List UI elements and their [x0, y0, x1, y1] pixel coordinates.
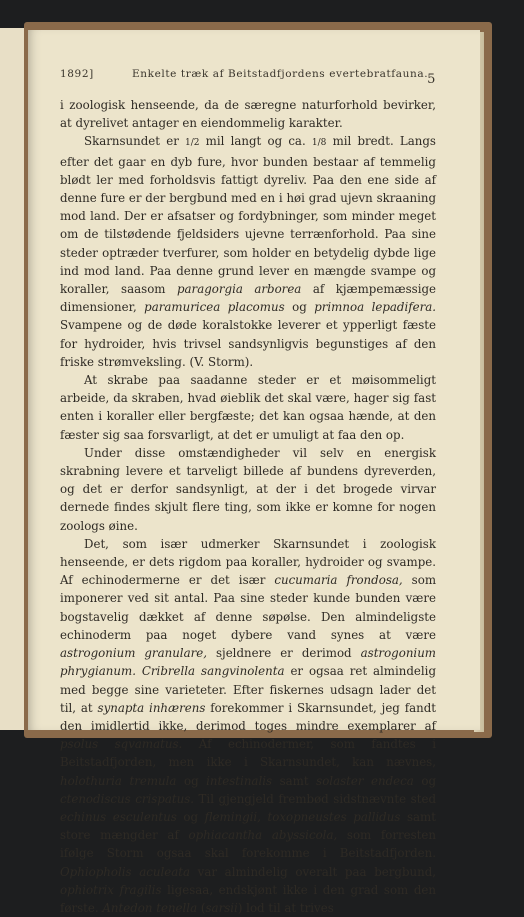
species-name: paramuricea placomus: [144, 300, 285, 315]
species-name: solaster endeca: [316, 773, 414, 788]
text-run: Skarnsundet er: [84, 134, 186, 149]
species-name: psolus sqvamatus.: [60, 737, 183, 752]
text-run: samt store mængder af: [60, 809, 436, 843]
fraction: 1/8: [311, 138, 327, 149]
paragraph: [60, 535, 436, 917]
text-run: og: [284, 300, 315, 315]
book-page: [28, 30, 480, 915]
species-name: Ophiopholis aculeata: [60, 864, 191, 879]
species-name: primnoa lepadifera.: [314, 300, 437, 315]
text-run: af kjæmpemæssige dimensioner,: [60, 282, 437, 315]
header-year: 1892]: [60, 68, 94, 80]
text-run: var almindelig overalt paa bergbund,: [190, 864, 436, 879]
text-run: mil langt og ca.: [199, 134, 312, 149]
species-name: flemingii, toxopneustes pallidus: [204, 809, 401, 824]
paragraph: [60, 132, 436, 371]
species-name: holothuria tremula: [60, 773, 177, 788]
text-run: ) lod til at trives: [237, 900, 334, 915]
species-name: Antedon tenella: [102, 900, 198, 915]
text-run: mil bredt. Langs efter det gaar en dyb fure, hvor bunden bestaar af temmelig blødt ler med forholdsvis fattigt dyreliv. Paa den ene side af denne fure er der bergbund med en i høi grad ujevn skraaning mod land. Der er afsatser og fordybninger, som minder meget om de tilstødende fjeldsiders ujevne terrænforhold. Paa sine steder optræder tverfurer, som holder en betydelig dybde lige ind mod land. Paa denne grund lever en mængde svampe og koraller, saasom: [60, 134, 436, 297]
species-name: ophiacantha abyssicola,: [188, 828, 338, 843]
text-run: Til gjengjeld frembød sidstnævnte sted: [194, 791, 436, 806]
species-name: synapta inhærens: [97, 700, 206, 715]
species-name: ctenodiscus crispatus.: [60, 791, 195, 806]
page-number: 5: [427, 72, 436, 87]
text-run: samt: [272, 773, 317, 788]
text-run: sjeldnere er derimod: [206, 646, 361, 661]
text-run: i zoologisk henseende, da de særegne naturforhold bevirker, at dyrelivet antager en eiendommelig karakter.: [60, 98, 436, 131]
text-run: ligesaa, endskjønt ikke i den grad som den første.: [60, 882, 436, 915]
text-run: Svampene og de døde koralstokke leverer et ypperligt fæste for hydroider, hvis trivsel sandsynligvis begunstiges af den friske strømveksling. (V. Storm).: [60, 318, 436, 369]
header-title: Enkelte træk af Beitstadfjordens evertebratfauna.: [132, 68, 429, 80]
species-name: intestinalis: [206, 773, 273, 788]
text-run: og: [176, 773, 207, 788]
text-run: som imponerer ved sit antal. Paa sine steder kunde bunden være bogstavelig dækket af denne søpølse. Den almindeligste echinoderm paa noget dybere vand synes at være: [60, 573, 437, 642]
running-header: [60, 68, 436, 88]
species-name: astrogonium granulare,: [60, 646, 207, 661]
text-run: og: [176, 809, 205, 824]
species-name: echinus esculentus: [60, 809, 177, 824]
text-run: som forresten ifølge Storm ogsaa skal forekomme i Beitstadfjorden.: [60, 828, 436, 861]
species-name: sarsii: [205, 900, 238, 915]
text-run: og: [413, 773, 436, 788]
text-run: Under disse omstændigheder vil selv en energisk skrabning levere et tarveligt billede af bundens dyreverden, og det er derfor sandsynligt, at der i det brogede virvar dernede findes skjult flere ting, som ikke er komne for nogen zoologs øine.: [60, 445, 436, 533]
species-name: cucumaria frondosa,: [274, 573, 403, 588]
text-run: (: [197, 900, 206, 915]
species-name: paragorgia arborea: [176, 282, 302, 297]
species-name: ophiotrix fragilis: [60, 882, 162, 897]
species-name: astrogonium phrygianum.: [60, 646, 436, 679]
text-run: At skrabe paa saadanne steder er et møisommeligt arbeide, da skraben, hvad øieblik det skal være, hager sig fast enten i koraller eller bergfæste; det kan ogsaa hænde, at den fæster sig saa forsvarligt, at det er umuligt at faa den op.: [60, 373, 436, 442]
body-text: [60, 96, 436, 917]
fraction: 1/2: [185, 138, 200, 149]
species-name: Cribrella sangvinolenta: [141, 664, 285, 679]
text-run: forekommer i Skarnsundet, jeg fandt den imidlertid ikke, derimod toges mindre exemplarer af: [60, 700, 436, 733]
paragraph: [60, 96, 436, 132]
text-run: Det, som især udmerker Skarnsundet i zoologisk henseende, er dets rigdom paa koraller, hydroider og svampe. Af echinodermerne er det især: [60, 536, 436, 588]
text-run: Af echinodermer, som fandtes i Beitstadfjorden, men ikke i Skarnsundet, kan nævnes,: [60, 737, 436, 770]
text-run: er ogsaa ret almindelig med begge sine varieteter. Efter fiskernes udsagn lader det til, at: [60, 664, 436, 715]
paragraph: [60, 444, 436, 535]
paragraph: [60, 371, 436, 444]
